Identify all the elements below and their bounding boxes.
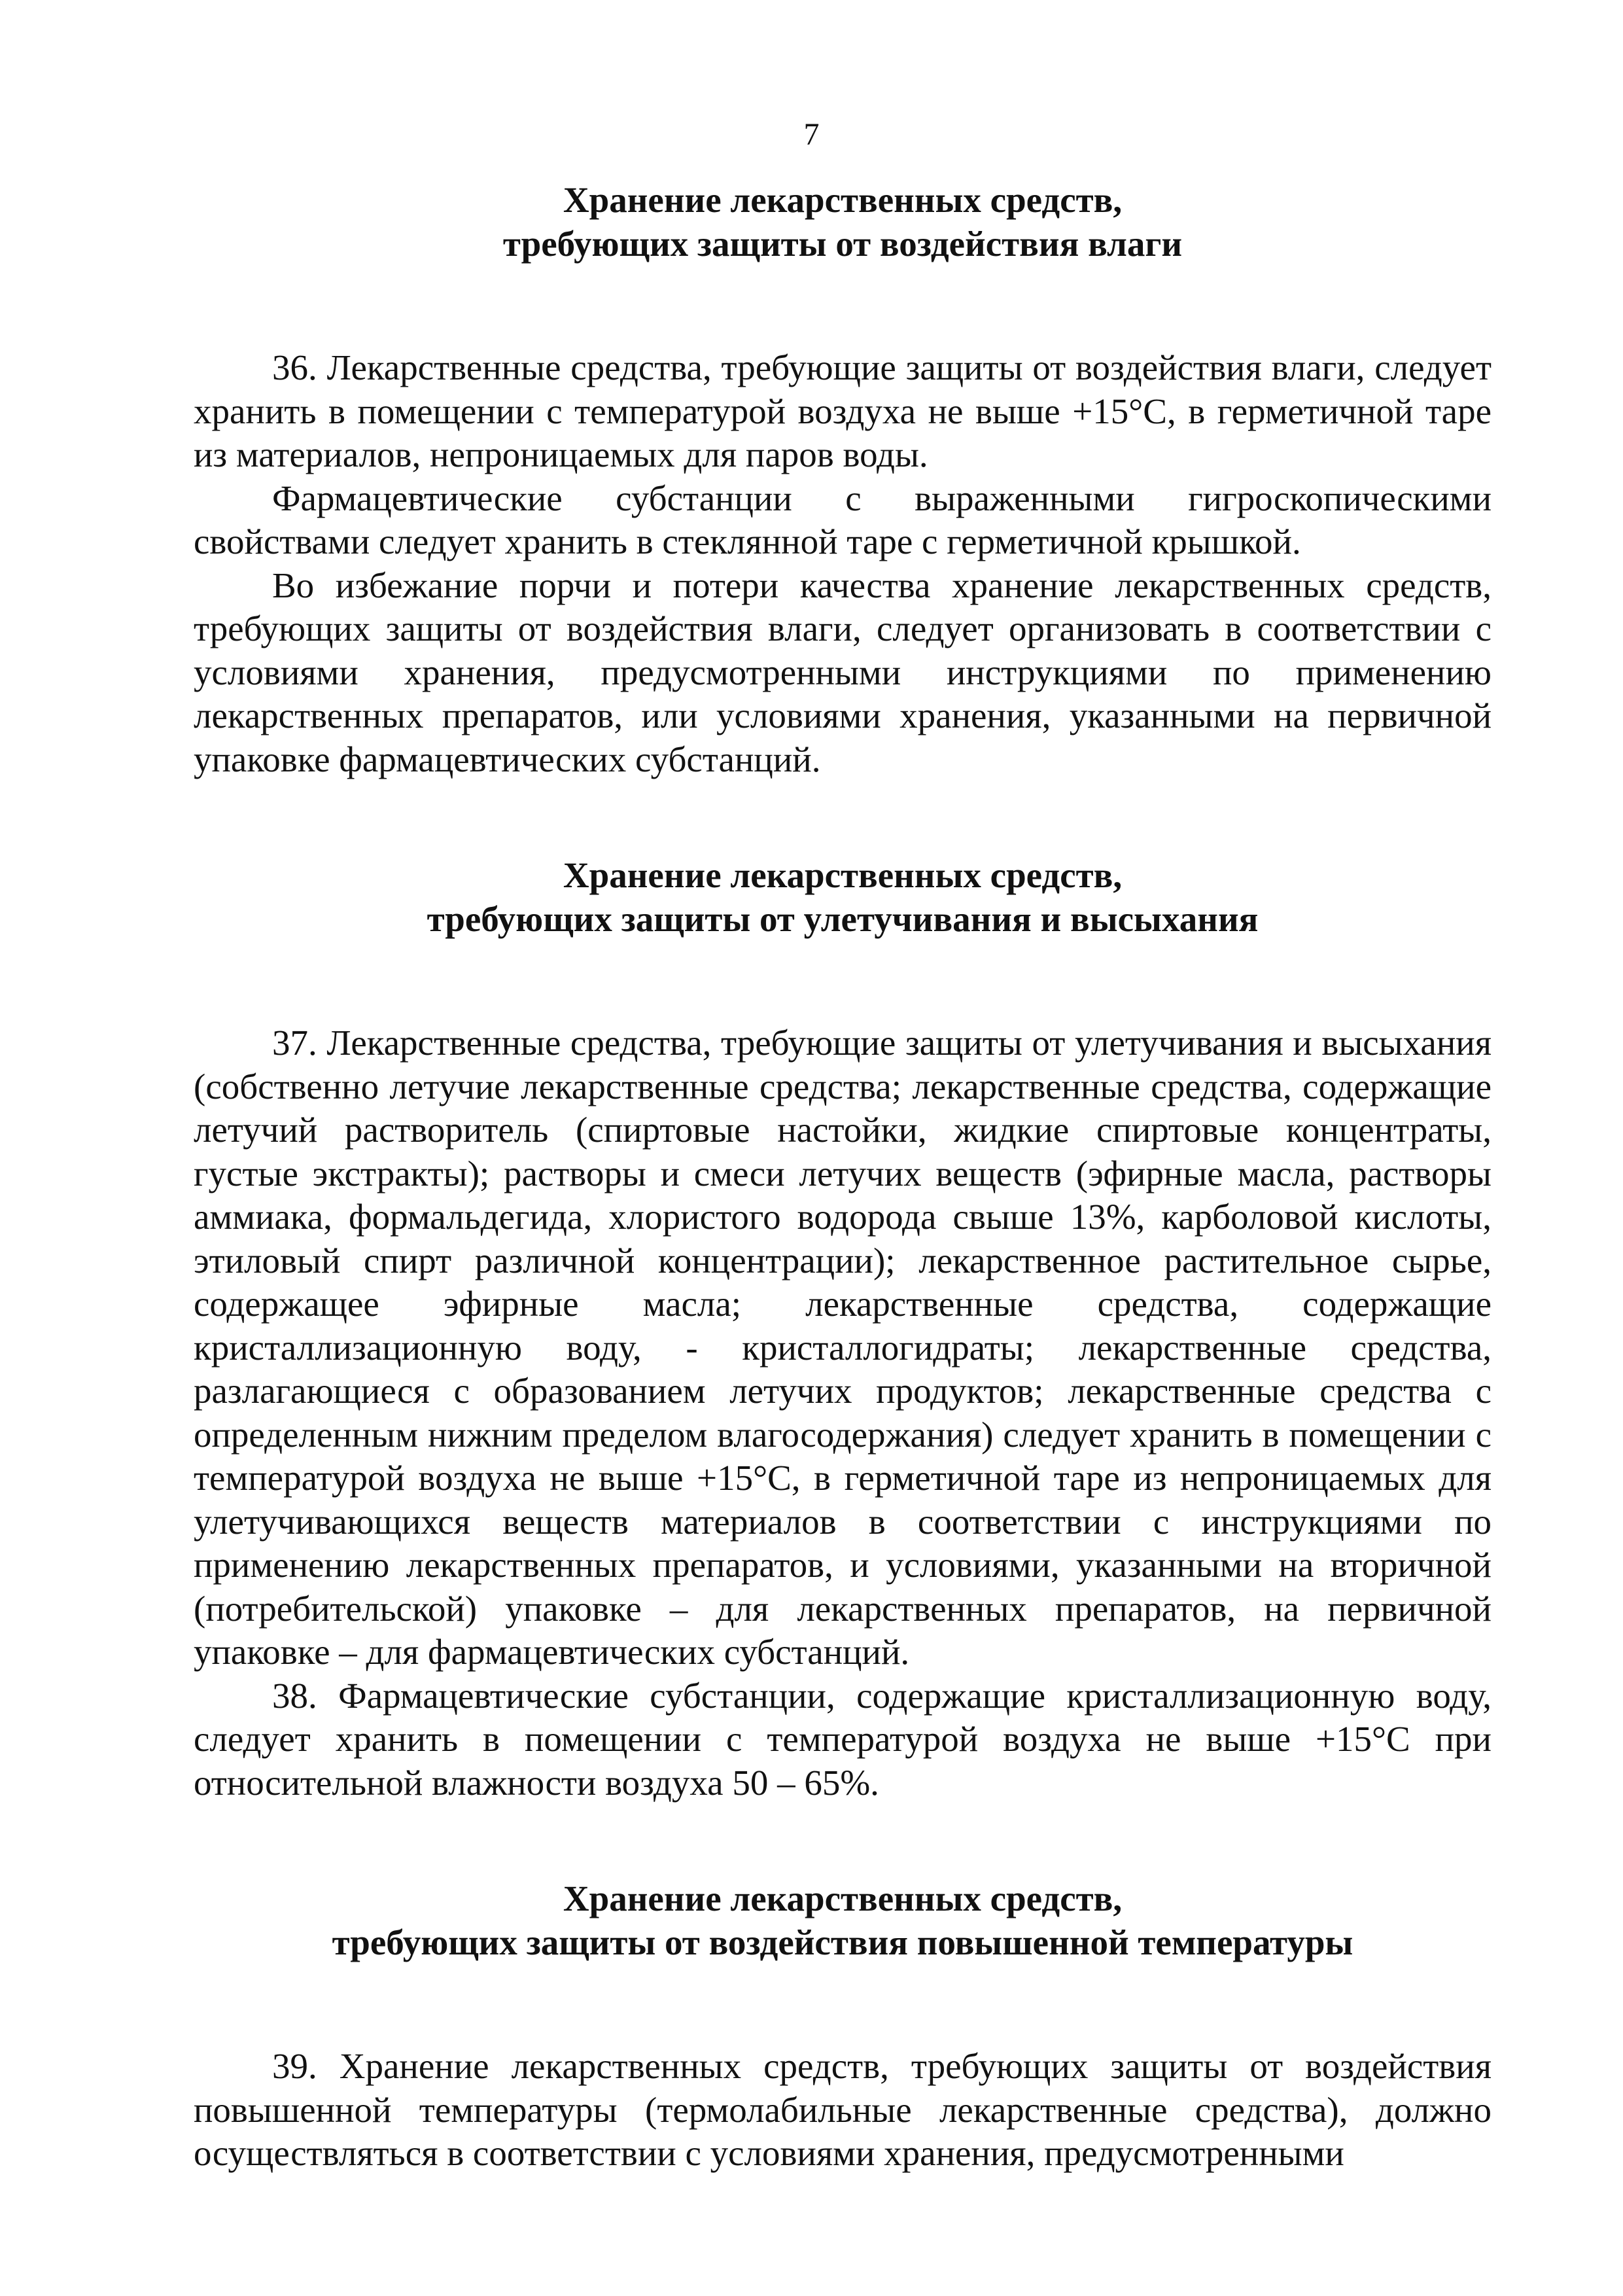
paragraph-37: 37. Лекарственные средства, требующие защиты от улетучивания и высыхания (собственно летучие лекарственные средства; лекарственные средства, содержащие летучий растворитель (спиртовые настойки, жидкие спиртовые концентраты, густые экстракты); растворы и смеси летучих веществ (эфирные масла, растворы аммиака, формальдегида, хлористого водорода свыше 13%, карболовой кислоты, этиловый спирт различной концентрации); лекарственное растительное сырье, содержащее эфирные масла; лекарственные средства, содержащие кристаллизационную воду, - кристаллогидраты; лекарственные средства, разлагающиеся с образованием летучих продуктов; лекарственные средства с определенным нижним пределом влагосодержания) следует хранить в помещении с температурой воздуха не выше +15°С, в герметичной таре из непроницаемых для улетучивающихся веществ материалов в соответствии с инструкциями по применению лекарственных препаратов, и условиями, указанными на вторичной (потребительской) упаковке – для лекарственных препаратов, на первичной упаковке – для фармацевтических субстанций. (194, 1023, 1492, 1672)
document-body (194, 178, 1492, 2176)
section-heading (194, 1877, 1492, 1964)
paragraph-39: 39. Хранение лекарственных средств, требующих защиты от воздействия повышенной температуры (термолабильные лекарственные средства), должно осуществляться в соответствии с условиями хранения, предусмотренными (194, 2046, 1492, 2173)
section-high-temperature-protection (194, 1877, 1492, 2176)
section-heading-line: Хранение лекарственных средств, (563, 180, 1123, 220)
page-number: 7 (803, 117, 820, 152)
section-heading-line: требующих защиты от улетучивания и высыхания (427, 899, 1259, 939)
section-heading-line: требующих защиты от воздействия повышенной температуры (332, 1922, 1353, 1962)
section-heading-line: Хранение лекарственных средств, (563, 1879, 1123, 1918)
section-heading (194, 178, 1492, 266)
section-moisture-protection (194, 178, 1492, 781)
paragraph-38: 38. Фармацевтические субстанции, содержащие кристаллизационную воду, следует хранить в помещении с температурой воздуха не выше +15°С при относительной влажности воздуха 50 – 65%. (194, 1675, 1492, 1803)
section-volatilization-protection (194, 853, 1492, 1805)
section-heading-line: требующих защиты от воздействия влаги (502, 224, 1183, 264)
section-heading-line: Хранение лекарственных средств, (563, 855, 1123, 895)
paragraph: Фармацевтические субстанции с выраженными гигроскопическими свойствами следует хранить в стеклянной таре с герметичной крышкой. (194, 478, 1492, 561)
paragraph-36: 36. Лекарственные средства, требующие защиты от воздействия влаги, следует хранить в помещении с температурой воздуха не выше +15°С, в герметичной таре из материалов, непроницаемых для паров воды. (194, 347, 1492, 474)
section-heading (194, 853, 1492, 941)
paragraph: Во избежание порчи и потери качества хранение лекарственных средств, требующих защиты от воздействия влаги, следует организовать в соответствии с условиями хранения, предусмотренными инструкциями по применению лекарственных препаратов, или условиями хранения, указанными на первичной упаковке фармацевтических субстанций. (194, 565, 1492, 779)
